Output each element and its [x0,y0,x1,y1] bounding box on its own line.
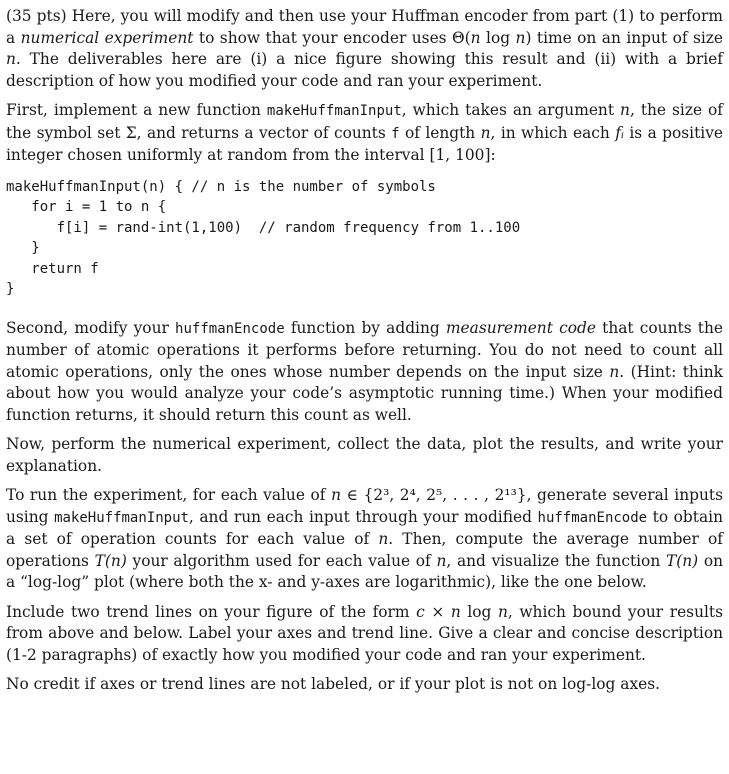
code-line: f[i] = rand-int(1,100) // random frequency from 1..100 [6,219,521,236]
function-name: huffmanEncode [175,320,285,337]
math-n: n [609,362,620,381]
math-n: n [470,28,481,47]
math-n: n [6,50,16,68]
math-n: n [436,551,447,570]
second-text: function by adding [284,318,446,337]
first-text: First, implement a new function [6,101,267,119]
math-n: n [515,28,526,47]
fourth-paragraph [6,485,723,594]
math-n: n [378,530,389,548]
code-line: return f [6,260,99,277]
function-name: huffmanEncode [537,509,648,526]
intro-text: ) time on an input of size [525,28,724,47]
math-tn: T(n) [665,551,699,570]
math-n: n [331,486,341,504]
fifth-text: × [424,602,451,621]
fourth-text: , generate several inputs using [6,486,723,526]
second-text: . (Hint: think about how you would analyze your code’s asymptotic running time.) When your modified function returns, it should return this count as well. [6,362,723,424]
code-block [6,177,723,300]
intro-emphasis: numerical experiment [20,28,194,47]
third-text: Now, perform the numerical experiment, collect the data, plot the results, and write your explanation. [6,435,723,475]
second-paragraph [6,318,723,427]
intro-text: (35 pts) Here, you will modify and then use your Huffman encoder from part (1) to perform a [6,7,723,47]
second-text: Second, modify your [6,318,176,337]
fourth-text: your algorithm used for each value of [126,551,437,570]
math-n: n [480,123,491,142]
fifth-text: Include two trend lines on your figure of the form [6,602,417,621]
math-f: f [391,125,400,142]
intro-text: log [480,28,516,47]
math-n: n [450,602,461,621]
code-line: makeHuffmanInput(n) { // n is the number of symbols [6,178,436,195]
fourth-text: To run the experiment, for each value of [6,486,332,504]
second-text: that counts the number of atomic operations it performs before returning. You do not need to count all atomic operations, only the ones whose number depends on the input size [6,318,723,381]
math-c: c [416,602,425,621]
third-paragraph [6,434,723,477]
fourth-text: to obtain a set of operation counts for each value of [6,507,723,548]
fifth-text: log [460,602,498,621]
math-fi: fᵢ [615,123,624,142]
second-emphasis: measurement code [445,318,596,337]
first-text: , in which each [490,123,616,142]
function-name: makeHuffmanInput [54,509,189,526]
code-line: } [6,281,15,297]
math-n: n [620,101,630,119]
first-text: of length [399,123,481,142]
first-text: , which takes an argument [401,101,621,119]
fourth-text: on a “log-log” plot (where both the x- and y-axes are logarithmic), like the one below. [6,551,723,591]
intro-text: . The deliverables here are (i) a nice figure showing this result and (ii) with a brief description of how you modified your code and ran your experiment. [6,50,723,90]
function-name: makeHuffmanInput [266,103,402,119]
fifth-paragraph [6,602,723,667]
code-line: for i = 1 to n { [6,199,167,215]
fourth-text: . Then, compute the average number of operations [6,530,724,570]
first-text: is a positive integer chosen uniformly at random from the interval [1, 100]: [6,123,724,164]
intro-text: to show that your encoder uses Θ( [193,28,471,47]
first-text: , the size of the symbol set Σ, and returns a vector of counts [6,101,724,142]
fourth-text: , and run each input through your modified [188,507,538,526]
sixth-paragraph [6,674,723,696]
intro-paragraph [6,6,723,92]
fifth-text: , which bound your results from above and below. Label your axes and trend line. Give a clear and concise description (1-2 paragraphs) of exactly how you modified your code and ran your experiment. [6,602,723,664]
math-n: n [497,602,508,621]
sixth-text: No credit if axes or trend lines are not labeled, or if your plot is not on log-log axes. [6,675,661,693]
first-paragraph [6,100,723,167]
math-set: ∈ {2³, 2⁴, 2⁵, . . . , 2¹³} [341,486,527,504]
math-tn: T(n) [94,551,127,570]
code-line: } [6,240,40,256]
fourth-text: , and visualize the function [446,551,666,570]
